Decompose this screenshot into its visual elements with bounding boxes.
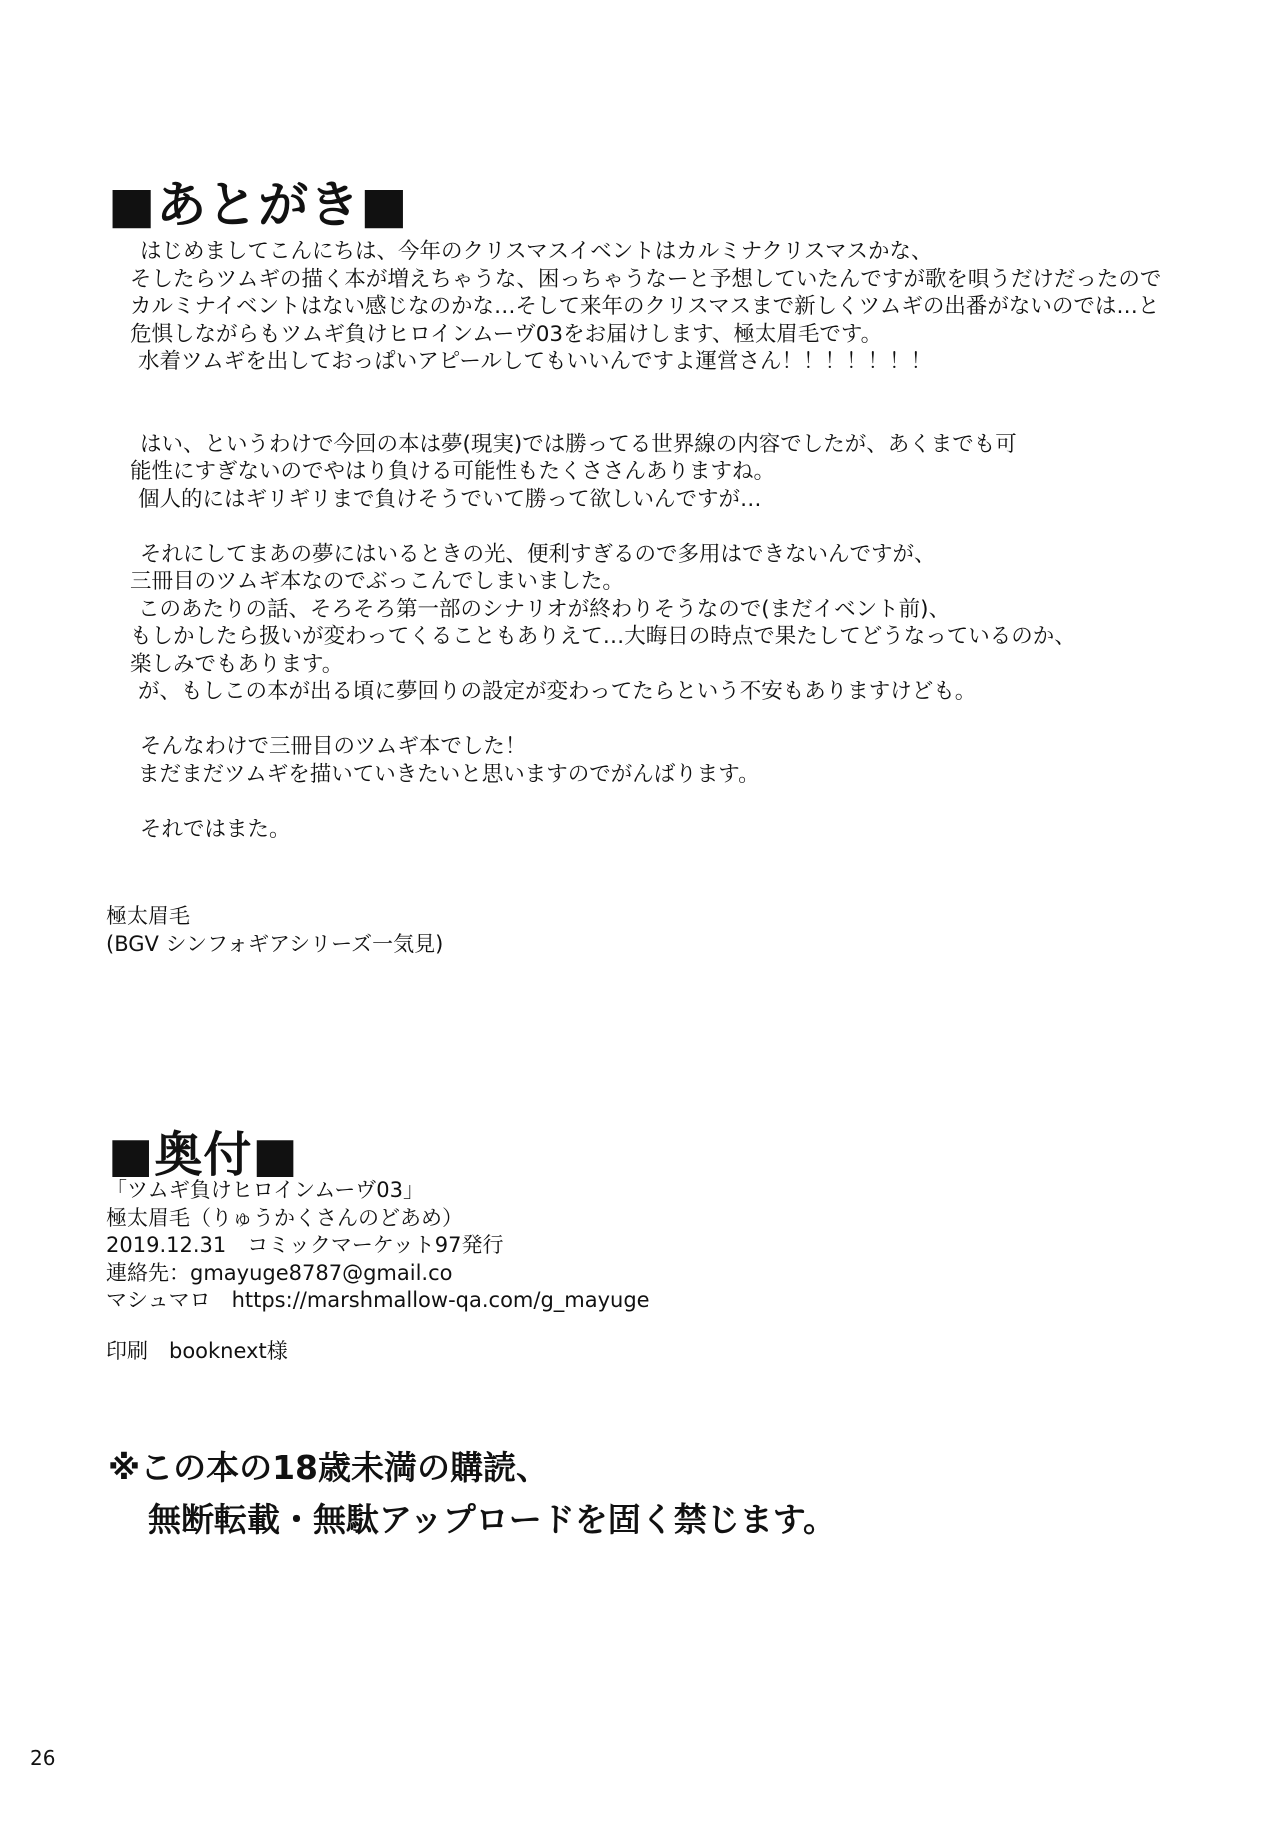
signature-name: 極太眉毛 [106,904,190,928]
afterword-line: 個人的にはギリギリまで負けそうでいて勝って欲しいんですが… [138,486,762,512]
afterword-line: まだまだツムギを描いていきたいと思いますのでがんばります。 [138,761,760,787]
afterword-line: そしたらツムギの描く本が増えちゃうな、困っちゃうなーと予想していたんですが歌を唄うだけだったので [130,266,1162,292]
afterword-line: が、もしこの本が出る頃に夢回りの設定が変わってたらという不安もありますけども。 [138,679,977,704]
afterword-line: もしかしたら扱いが変わってくることもありえて…大晦日の時点で果たしてどうなっているのか、 [130,624,1076,649]
afterword-line: 水着ツムギを出しておっぱいアピールしてもいいんですよ運営さん！！！！！！！ [138,349,932,374]
afterword-line [130,376,1161,404]
afterword-line: はじめましてこんにちは、今年のクリスマスイベントはカルミナクリスマスかな、 [140,239,933,264]
signature-note: (BGV シンフォギアシリーズ一気見) [106,932,444,956]
afterword-line: 危惧しながらもツムギ負けヒロインムーヴ03をお届けします、極太眉毛です。 [130,321,883,347]
afterword-line [130,513,1161,541]
colophon-printer: 印刷 booknext様 [106,1339,288,1363]
afterword-line [130,403,1161,431]
colophon-heading: ■奥付■ [108,1127,299,1183]
afterword-line: カルミナイベントはない感じなのかな…そして来年のクリスマスまで新しくツムギの出番がないのでは…と [130,294,1160,319]
afterword-line: はい、というわけで今回の本は夢(現実)では勝ってる世界線の内容でしたが、あくまでも可 [140,431,1017,457]
colophon-title: 「ツムギ負けヒロインムーヴ03」 [106,1178,424,1202]
afterword-heading: ■あとがき■ [108,176,409,234]
afterword-body [130,238,1161,843]
afterword-line: このあたりの話、そろそろ第一部のシナリオが終わりそうなので(まだイベント前)、 [138,596,951,622]
page-number: 26 [30,1746,56,1770]
colophon-marshmallow: マシュマロ https://marshmallow-qa.com/g_mayuge [106,1288,650,1312]
notice-line-2: 無断転載・無駄アップロードを固く禁じます。 [148,1500,837,1539]
afterword-line: 能性にすぎないのでやはり負ける可能性もたくささんありますね。 [130,459,776,484]
author-signature [106,902,443,958]
afterword-line: それにしてまあの夢にはいるときの光、便利すぎるので多用はできないんですが、 [140,541,936,567]
colophon-details [106,1177,650,1315]
afterword-line [130,706,1161,734]
afterword-line: そんなわけで三冊目のツムギ本でした！ [140,734,527,759]
afterword-line: 三冊目のツムギ本なのでぶっこんでしまいました。 [130,569,624,594]
age-restriction-notice [108,1442,836,1546]
colophon-circle: 極太眉毛（りゅうかくさんのどあめ） [106,1205,463,1230]
notice-line-1: ※この本の18歳未満の購読、 [108,1448,550,1487]
colophon-date: 2019.12.31 コミックマーケット97発行 [106,1233,504,1257]
colophon-contact: 連絡先：gmayuge8787@gmail.co [106,1260,453,1285]
afterword-line: 楽しみでもあります。 [130,651,344,677]
afterword-line: それではまた。 [140,816,291,842]
afterword-line [130,788,1161,816]
